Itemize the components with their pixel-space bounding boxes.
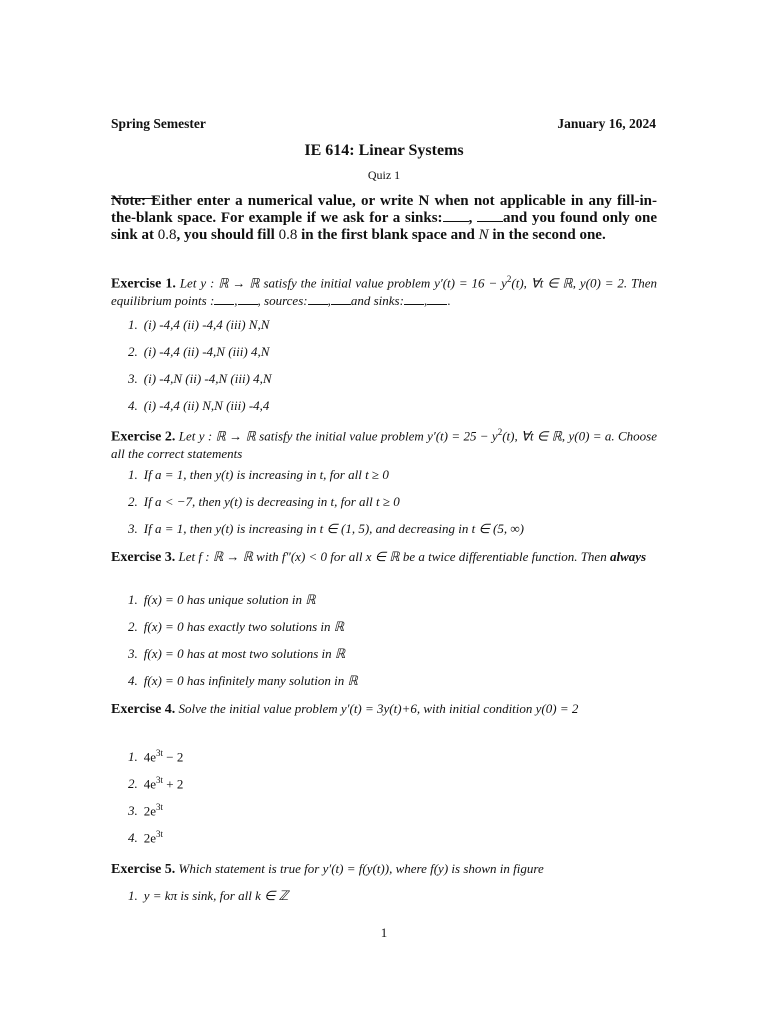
blank-line [477, 211, 503, 222]
option-number: 1. [128, 592, 138, 607]
exercise-5-prompt [111, 860, 657, 878]
superscript: 3t [156, 748, 164, 758]
option-base: 4e [143, 749, 157, 765]
emphasis-text: always [609, 549, 647, 564]
exercise-1-option-2[interactable] [128, 344, 269, 360]
exercise-1-option-4[interactable] [128, 398, 269, 414]
exercise-4-option-3[interactable] [128, 802, 163, 819]
option-text: (i) -4,4 (ii) -4,N (iii) 4,N [143, 344, 270, 359]
option-number: 3. [128, 803, 138, 819]
exercise-4-option-2[interactable] [128, 775, 183, 792]
option-base: 2e [143, 830, 157, 846]
superscript: 3t [156, 829, 164, 839]
option-number: 1. [128, 749, 138, 765]
exercise-2-option-1[interactable] [128, 467, 389, 483]
option-text: (i) -4,4 (ii) N,N (iii) -4,4 [143, 398, 270, 413]
note-value-3: N [478, 227, 489, 243]
date-label: January 16, 2024 [557, 116, 656, 131]
exercise-text: (t), ∀t ∈ ℝ, y(0) = a. Choose all the correct statements [111, 428, 658, 462]
exercise-2-option-2[interactable] [128, 494, 400, 510]
exercise-2-option-3[interactable] [128, 521, 524, 537]
exercise-text: and sinks: [350, 293, 404, 309]
option-number: 4. [128, 398, 138, 413]
option-text: f(x) = 0 has infinitely many solution in ℝ [143, 673, 358, 688]
exercise-3-option-1[interactable] [128, 592, 316, 608]
semester-label: Spring Semester [111, 116, 206, 131]
note-text-1: Note: Either enter a numerical value, or write N when not applicable in any fill-in-the-blank space. For example if we ask for a sinks: [111, 193, 657, 226]
exercise-3-option-2[interactable] [128, 619, 344, 635]
option-text: f(x) = 0 has exactly two solutions in ℝ [143, 619, 345, 634]
option-number: 3. [128, 371, 138, 386]
option-text: (i) -4,4 (ii) -4,4 (iii) N,N [143, 317, 270, 332]
superscript: 2 [497, 427, 503, 437]
exercise-text: (t), ∀t ∈ ℝ, y(0) = 2. Then equilibrium points : [111, 275, 658, 309]
instructions-note [111, 193, 657, 244]
option-number: 1. [128, 317, 138, 332]
option-number: 3. [128, 646, 138, 661]
blank-line [443, 211, 469, 222]
note-value-2: 0.8 [278, 227, 298, 243]
option-number: 2. [128, 344, 138, 359]
superscript: 3t [156, 775, 164, 785]
note-text-2: , [468, 210, 478, 226]
option-number: 1. [128, 888, 138, 903]
note-text-3: and you found only one sink at [111, 210, 658, 243]
note-text-4: , you should fill [176, 227, 279, 243]
option-number: 1. [128, 467, 138, 482]
exercise-text: , sources: [257, 293, 308, 309]
exercise-text: Let y : ℝ → ℝ satisfy the initial value problem y′(t) = 16 − y [179, 275, 507, 291]
option-text: f(x) = 0 has at most two solutions in ℝ [143, 646, 346, 661]
option-number: 4. [128, 830, 138, 846]
option-text: If a = 1, then y(t) is increasing in t ∈ (1, 5), and decreasing in t ∈ (5, ∞) [143, 521, 524, 536]
exercise-label: Exercise 1. [111, 276, 176, 292]
superscript: 2 [506, 274, 512, 284]
option-text: If a < −7, then y(t) is decreasing in t, for all t ≥ 0 [143, 494, 400, 509]
blank-line [238, 294, 258, 305]
note-value-1: 0.8 [157, 227, 177, 243]
exercise-1-option-3[interactable] [128, 371, 272, 387]
blank-line [427, 294, 447, 305]
exercise-text: Let y : ℝ → ℝ satisfy the initial value problem y′(t) = 25 − y [178, 428, 498, 444]
exercise-1-option-1[interactable] [128, 317, 269, 333]
option-tail: + 2 [163, 776, 184, 792]
exercise-label: Exercise 4. [111, 702, 176, 717]
option-number: 3. [128, 521, 138, 536]
superscript: 3t [156, 802, 164, 812]
exercise-text: Let f : ℝ → ℝ with f″(x) < 0 for all x ∈ ℝ be a twice differentiable function. Then [178, 549, 610, 564]
exercise-3-option-4[interactable] [128, 673, 358, 689]
exercise-label: Exercise 2. [111, 429, 176, 445]
blank-line [331, 294, 351, 305]
option-number: 2. [128, 776, 138, 792]
exercise-1-prompt: Exercise 1. Let y : ℝ → ℝ satisfy the initial value problem $y'(t) = 16 - y^2(t)$, ∀t ∈ ℝ, y(0) = 2. Then equilibrium points : , , sources: , and sinks: , . [111, 274, 658, 309]
course-title: IE 614: Linear Systems [304, 142, 464, 159]
blank-line [404, 294, 424, 305]
blank-line [214, 294, 234, 305]
exercise-2-prompt [111, 424, 657, 462]
exercise-3-option-3[interactable] [128, 646, 345, 662]
option-base: 2e [143, 803, 157, 819]
exercise-label: Exercise 3. [111, 550, 176, 565]
exercise-5-option-1[interactable] [128, 888, 288, 904]
exercise-4-option-1[interactable] [128, 748, 183, 765]
option-text: y = kπ is sink, for all k ∈ ℤ [143, 888, 289, 903]
exercise-4-option-4[interactable] [128, 829, 163, 846]
option-text: f(x) = 0 has unique solution in ℝ [143, 592, 316, 607]
exercise-text: Which statement is true for y′(t) = f(y(t)), where f(y) is shown in figure [178, 861, 544, 876]
note-text-6: in the second one. [488, 227, 606, 243]
option-text: (i) -4,N (ii) -4,N (iii) 4,N [143, 371, 272, 386]
page-number: 1 [380, 925, 388, 940]
option-number: 2. [128, 619, 138, 634]
option-number: 2. [128, 494, 138, 509]
quiz-subtitle: Quiz 1 [367, 168, 401, 182]
exercise-3-prompt [111, 548, 657, 566]
option-number: 4. [128, 673, 138, 688]
blank-line [308, 294, 328, 305]
exercise-text: Solve the initial value problem y′(t) = 3y(t)+6, with initial condition y(0) = 2 [178, 701, 579, 716]
note-text-5: in the first blank space and [297, 227, 479, 243]
exercise-4-prompt [111, 700, 657, 718]
option-text: If a = 1, then y(t) is increasing in t, for all t ≥ 0 [143, 467, 389, 482]
exercise-label: Exercise 5. [111, 862, 176, 877]
option-tail: − 2 [163, 749, 184, 765]
option-base: 4e [143, 776, 157, 792]
